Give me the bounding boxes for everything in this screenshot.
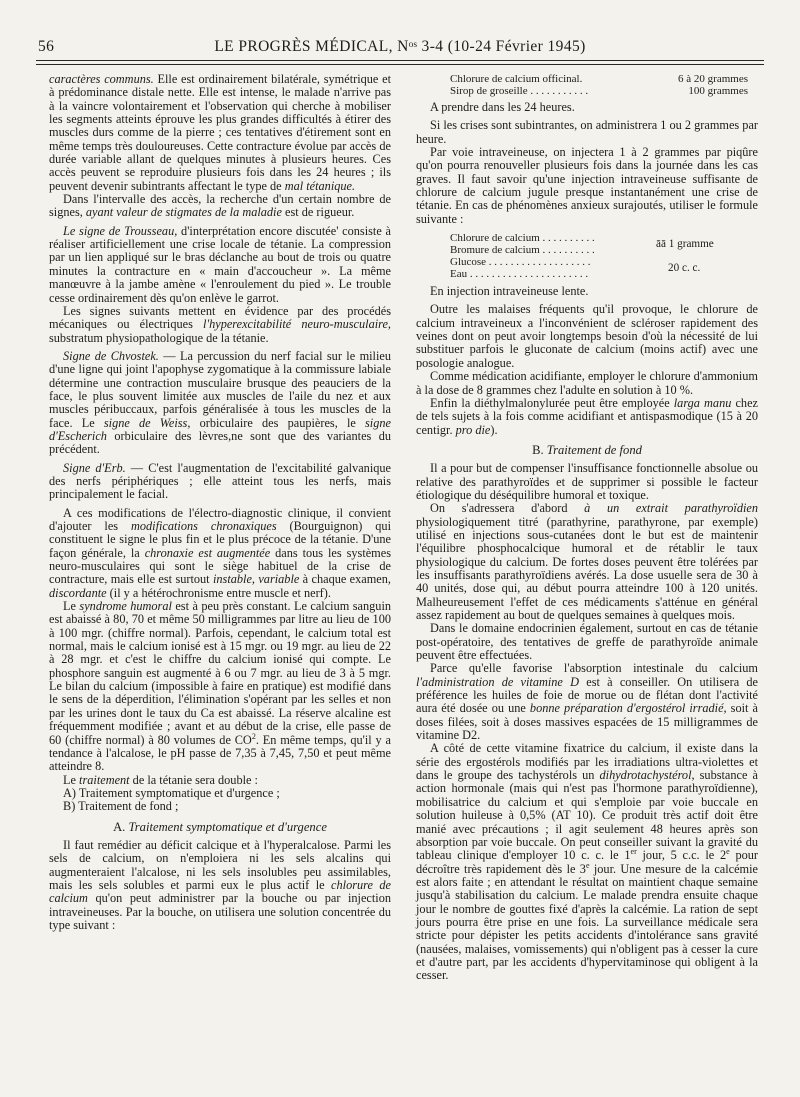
paragraph: Dans le domaine endocrinien également, surtout en cas de tétanie post-opératoire, des tentatives de greffe de parathyroïde animale peuvent être effectuées.: [416, 621, 758, 663]
text: Dans l'intervalle des accès, la recherche d'un certain nombre de signes,: [49, 192, 391, 220]
paragraph: Outre les malaises fréquents qu'il provoque, le chlorure de calcium intraveineux a l'inconvénient de scléroser rapidement des veines dont on peut avoir longtemps besoin d'où la nécessité de lui substituer parfois le gluconate de calcium (moins actif) avec une posologie analogue.: [416, 302, 758, 370]
section-heading: [49, 821, 391, 834]
paragraph: [49, 600, 391, 773]
text: ).: [490, 422, 498, 437]
paragraph: [49, 350, 391, 457]
formula-dose: 100 grammes: [688, 85, 748, 97]
text: — C'est l'augmentation de l'excitabilité galvanique des nerfs périphériques ; elle atteint tous les nerfs, mais principalement le facial.: [49, 460, 391, 502]
paragraph: Par voie intraveineuse, on injectera 1 à 2 grammes par piqûre qu'on pourra renouveller plusieurs fois dans la journée dans les cas graves. Il faut savoir qu'une injection intraveineuse suffisante de chlorure de calcium jugule presque instantanément une crise de tétanie. En cas de phénomènes anxieux surajoutés, utiliser le formule suivante :: [416, 145, 758, 226]
paragraph: [49, 225, 391, 305]
emphasis: Le signe de Trousseau,: [63, 223, 178, 238]
text: substratum physiopathologique de la tétanie.: [49, 330, 269, 345]
paragraph: [49, 305, 391, 345]
text: Elle est ordinairement bilatérale, symétrique et à prédominance distale nette. Elle est intense, le malade n'arrive pas à la vaincre volontairement et l'observation qui cherche à mobiliser les segments atteints éprouve les plus grandes difficultés à étirer des muscles durs comme de la pierre ; ces tentatives d'étirement sont en même temps très douloureuses. Cette contracture évolue par accès de durée variable allant de quelques minutes à plusieurs heures. Ces accès peuvent se reproduire plusieurs fois dans les 24 heures ; ils peuvent devenir subintrants affectant le type de: [49, 72, 392, 193]
text: est à peu près constant. Le calcium sanguin est abaissé à 80, 70 et même 50 milligrammes par litre au lieu de 100 à 100 mgr. (chiffre normal). Parfois, cependant, le calcium total est normal, mais le calcium ionisé est à 15 mgr. ou 19 mgr. au lieu de 22 à 28 mgr. et c'est le chiffre du calcium ionisé qui compte. Le phosphore sanguin est augmenté à 6 ou 7 mgr. au lieu de 3 à 5 mgr. Le bilan du calcium (impossible à faire en pratique) est modifié dans le sens de la déperdition, l'élimination s'opérant par les selles et non par les urines dont le taux du Ca est abaissé. La réserve alcaline est fréquemment modifiée ; avant et au début de la crise, elle passe de 60 (chiffre normal) à 80 volumes de CO: [49, 599, 392, 747]
text: — La percussion du nerf facial sur le milieu d'une ligne qui joint l'apophyse zygomatique à la commissure labiale détermine une contraction musculaire brusque des peauciers de la face, le plus souvent limitée aux muscles de l'aile du nez et aux muscles péribuccaux, parfois généralisée à tous les muscles de la face. Le: [49, 348, 391, 430]
running-title: LE PROGRÈS MÉDICAL, Nᵒˢ 3-4 (10-24 Février 1945): [214, 38, 586, 55]
section-heading: [416, 444, 758, 457]
left-column: [49, 73, 391, 932]
paragraph: A prendre dans les 24 heures.: [430, 100, 575, 114]
superscript: e: [726, 847, 730, 857]
formula-row: Chlorure de calcium . . . . . . . . . .: [450, 232, 595, 245]
emphasis: chlorure de calcium: [49, 877, 391, 906]
header-rule-thick: [36, 60, 764, 61]
paragraph: [416, 742, 758, 982]
superscript: er: [630, 847, 637, 857]
superscript: 2: [251, 731, 256, 741]
emphasis: instable, variable: [212, 572, 300, 587]
oral-formula: [416, 73, 758, 97]
emphasis: Signe d'Erb.: [63, 460, 126, 475]
paragraph: Comme médication acidifiante, employer le chlorure d'ammonium à la dose de 8 grammes chez l'adulte en solution à 10 %.: [416, 369, 758, 397]
emphasis: pro die: [455, 422, 491, 437]
emphasis: l'administration de vitamine D: [416, 674, 580, 689]
emphasis: chronaxie est augmentée: [144, 545, 271, 560]
paragraph: [49, 73, 391, 193]
text: A côté de cette vitamine fixatrice du calcium, il existe dans la série des ergostérols modifiés par les irradiations ultra-violettes et dans le groupe des tachystérols un: [416, 741, 758, 783]
emphasis: traitement: [79, 772, 130, 787]
paragraph: Si les crises sont subintrantes, on administrera 1 ou 2 grammes par heure.: [416, 118, 758, 146]
text: de la tétanie sera double :: [129, 772, 258, 787]
text: Les signes suivants mettent en évidence par des procédés mécaniques ou électriques: [49, 303, 391, 332]
emphasis: signe de Weiss,: [103, 415, 191, 430]
text: Il faut remédier au déficit calcique et à l'hyperalcalose. Parmi les sels de calcium, on n'emploiera ni les sels alcalins qui augmenteraient l'alcalose, ni les sels insolubles peu assimilables, mais les sels solubles et parmi eux le plus actif le: [49, 837, 391, 892]
paragraph: [49, 507, 391, 600]
formula-row: [416, 85, 758, 97]
emphasis: syndrome humoral: [79, 599, 172, 614]
text: à chaque examen,: [299, 572, 391, 587]
text: dans tous les systèmes neuro-musculaires qui sont le siège habituel de la crise de contracture, mais elle est surtout: [49, 545, 391, 587]
intravenous-formula: [416, 232, 758, 280]
formula-dose: 20 c. c.: [668, 262, 701, 275]
text: (Bourguignon) qui constituent le signe le plus fin et le plus précoce de la tétanie. D'une façon générale, la: [49, 519, 391, 560]
right-column: [416, 73, 758, 983]
heading-title: Traitement symptomatique et d'urgence: [128, 819, 327, 834]
emphasis: modifications chronaxiques: [130, 519, 277, 533]
text: On s'adressera d'abord: [430, 501, 585, 516]
emphasis: à un extrait parathyroïdien: [584, 501, 759, 516]
text: (il y a hétérochronisme entre muscle et nerf).: [106, 585, 331, 600]
heading-title: Traitement de fond: [546, 442, 642, 457]
emphasis: caractères communs.: [49, 72, 154, 86]
formula-dose: āā 1 gramme: [656, 238, 714, 251]
paragraph: [49, 193, 391, 220]
text: physiologiquement titré (parathyrine, parathyrone, par exemple) utilisé en injections sous-cutanées dont le but est de maintenir l'équilibre phosphocalcique humoral et de rétablir le taux physiologique du calcium. De fortes doses peuvent être tolérées par les insuffisants parathyroïdiens avérés. La dose usuelle sera de 30 à 40 unités, dose qui, au début pourra atteindre 100 à 120 unités. Malheureusement l'effet de ces médicaments s'atténue en général assez rapidement au bout de quelques semaines à quelques mois.: [416, 514, 758, 622]
formula-row: [416, 73, 758, 85]
emphasis: discordante: [49, 585, 107, 600]
emphasis: mal tétanique.: [284, 178, 356, 193]
text: est de rigueur.: [281, 205, 355, 220]
header-rule-thin: [36, 64, 764, 65]
formula-row: Glucose . . . . . . . . . . . . . . . . . . .: [450, 256, 591, 269]
heading-letter: A.: [113, 819, 126, 834]
text: qu'on peut administrer par la bouche ou par injection intraveineuses. Par la bouche, on utilisera une solution concentrée du type suivant :: [49, 891, 391, 932]
formula-row: Eau . . . . . . . . . . . . . . . . . . . . . .: [450, 268, 589, 281]
text: Le: [63, 772, 80, 787]
emphasis: signe d'Escherich: [49, 415, 391, 443]
formula-row: Bromure de calcium . . . . . . . . . .: [450, 244, 595, 257]
paragraph: [416, 662, 758, 742]
text: chez de tels sujets à la fois comme acidifiant et antispasmodique (15 à 20 centigr.: [416, 395, 758, 437]
list-item: B) Traitement de fond ;: [63, 799, 179, 814]
text: Le: [63, 599, 80, 614]
text: pour décroître très rapidement dès le 3: [416, 848, 758, 876]
paragraph: [416, 502, 758, 622]
text: soit à doses filées, soit à doses massives espacées de 15 milligrammes de vitamine D2.: [416, 701, 758, 743]
text: Parce qu'elle favorise l'absorption intestinale du calcium: [430, 661, 758, 676]
emphasis: bonne préparation d'ergostérol irradié,: [529, 701, 727, 716]
text: substance à action hormonale (mais qui n'est pas l'hormone parathyroïdienne), mobilisatrice du calcium et qui s'emploie par voie buccale en solution huileuse à 0,5% (AT 10). Ce produit très actif doit être manié avec précautions ; il agit seulement 48 heures après son absorption par voie buccale. On peut conseiller suivant la gravité du tableau clinique d'employer 10 c. c. le 1: [416, 768, 758, 863]
paragraph: Il a pour but de compenser l'insuffisance fonctionnelle absolue ou relative des parathyroïdes et de supprimer si possible le facteur étiologique du déséquilibre humoral et toxique.: [416, 461, 758, 502]
emphasis: larga manu: [673, 395, 732, 410]
text: orbiculaire des paupières, le: [190, 415, 366, 430]
text: A ces modifications de l'électro-diagnostic clinique, il convient d'ajouter les: [49, 505, 391, 533]
emphasis: l'hyperexcitabilité neuro-musculaire,: [203, 317, 391, 332]
emphasis: dihydrotachystérol,: [599, 768, 695, 783]
paragraph: En injection intraveineuse lente.: [430, 284, 589, 299]
list-item: A) Traitement symptomatique et d'urgence ;: [63, 785, 280, 800]
text: d'interprétation encore discutée' consiste à réaliser artificiellement une crise locale de tétanie. La compression par un lien appliqué sur le bras déclanche au bout de trois ou quatre minutes la contracture en « main d'accoucheur ». La même manœuvre à la jambe amène « l'enroulement du pied ». Le trouble cesse ordinairement dès qu'on enlève le garrot.: [49, 223, 391, 305]
text: est à conseiller. On utilisera de préférence les huiles de foie de morue ou de flétan dont l'activité aura été dosée ou une: [416, 674, 758, 716]
page-number: 56: [38, 38, 55, 55]
paragraph: [49, 774, 391, 787]
superscript: e: [585, 860, 590, 870]
formula-ingredient: Sirop de groseille . . . . . . . . . . .: [450, 85, 589, 97]
formula-dose: 6 à 20 grammes: [678, 73, 748, 85]
paragraph: [49, 839, 391, 932]
paragraph: [416, 397, 758, 437]
treatment-list: [49, 787, 391, 814]
paragraph: [49, 462, 391, 502]
heading-letter: B.: [532, 442, 544, 457]
text: . En même temps, qu'il y a tendance à l'alcalose, le pH passe de 7,35 à 7,45, 7,50 et peut même atteindre 8.: [49, 732, 391, 774]
emphasis: ayant valeur de stigmates de la maladie: [85, 205, 282, 220]
text: Enfin la diéthylmalonylurée peut être employée: [430, 395, 674, 410]
formula-ingredient: Chlorure de calcium officinal.: [450, 73, 583, 85]
text: jour. Une mesure de la calcémie est alors faite ; en attendant le résultat on maintient chaque semaine jusqu'à stabilisation du calcium. Le malade prendra ensuite chaque jour le nombre de gouttes fixé d'après la calcémie. La ration de sept jours pourra être prise en une fois. La surveillance médicale sera stricte pour dépister les petits accidents d'intolérance sans gravité (nausées, malaises, vomissements) qui n'obligent pas à cesser la cure et d'autre part, par les accidents d'hypervitaminose qui obligent à la cesser.: [416, 861, 759, 983]
emphasis: Signe de Chvostek.: [63, 348, 159, 363]
running-header: [38, 36, 762, 58]
text: orbiculaire des lèvres,ne sont que des variantes du précédent.: [49, 428, 391, 457]
text: jour, 5 c.c. le 2: [636, 848, 727, 863]
